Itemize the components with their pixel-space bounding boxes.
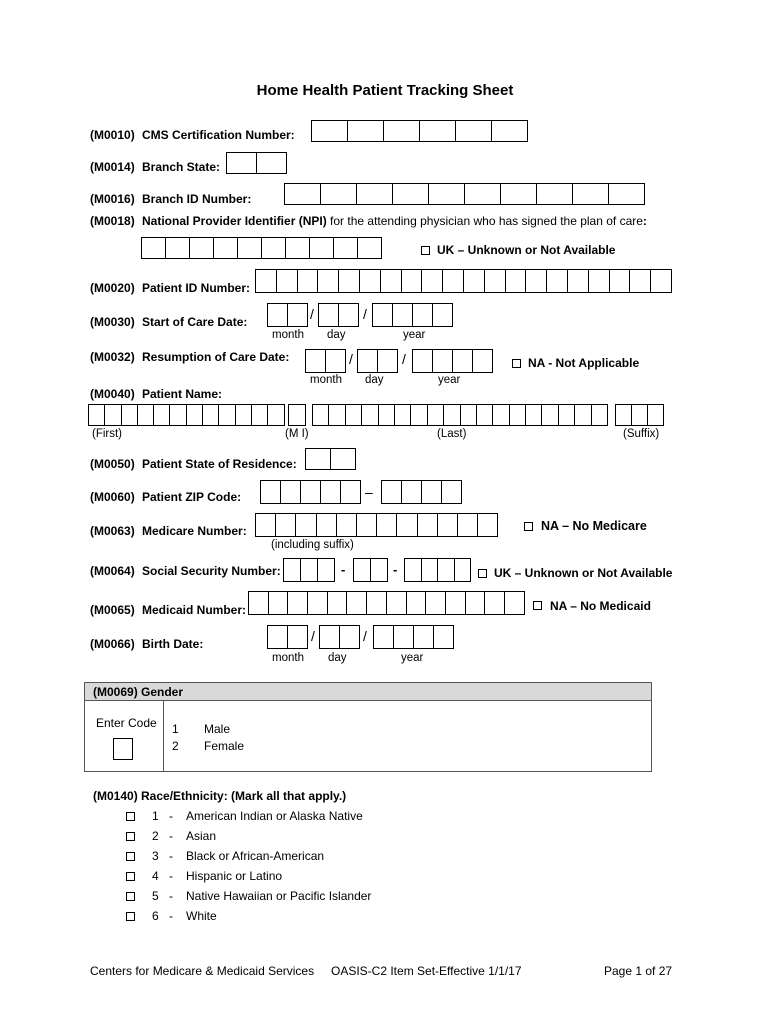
entry-cell[interactable] [567, 269, 588, 293]
zip-dash: – [365, 484, 373, 500]
ssn-uk-checkbox[interactable] [478, 569, 487, 578]
entry-cell[interactable] [366, 591, 386, 615]
entry-cell[interactable] [445, 591, 465, 615]
race-num-6: 6 [152, 909, 159, 923]
entry-cell[interactable] [318, 303, 338, 327]
entry-cell[interactable] [491, 120, 528, 142]
entry-cell[interactable] [338, 303, 359, 327]
resumption-na-checkbox[interactable] [512, 359, 521, 368]
entry-cell[interactable] [609, 269, 630, 293]
race-checkbox-2[interactable] [126, 832, 135, 841]
entry-cell[interactable] [267, 404, 284, 426]
entry-cell[interactable] [437, 558, 454, 582]
entry-cell[interactable] [378, 404, 394, 426]
entry-cell[interactable] [251, 404, 267, 426]
entry-cell[interactable] [218, 404, 234, 426]
entry-cell[interactable] [443, 404, 459, 426]
patient-state-input[interactable] [305, 448, 356, 470]
m0032-day-label: day [365, 374, 384, 386]
branch-state-input[interactable] [226, 152, 287, 174]
entry-cell[interactable] [297, 269, 318, 293]
m0063-code: (M0063) [90, 524, 135, 538]
entry-cell[interactable] [370, 558, 388, 582]
m0040-code: (M0040) [90, 387, 135, 401]
entry-cell[interactable] [392, 303, 412, 327]
entry-cell[interactable] [484, 269, 505, 293]
entry-cell[interactable] [629, 269, 650, 293]
entry-cell[interactable] [317, 269, 338, 293]
entry-cell[interactable] [472, 349, 493, 373]
entry-cell[interactable] [393, 625, 413, 649]
branch-id-number-input[interactable] [284, 183, 645, 205]
entry-cell[interactable] [377, 349, 398, 373]
entry-cell[interactable] [608, 183, 645, 205]
birth-date-month-input[interactable] [267, 625, 308, 649]
patient-suffix-input[interactable] [615, 404, 664, 426]
entry-cell[interactable] [213, 237, 237, 259]
entry-cell[interactable] [202, 404, 218, 426]
race-num-1: 1 [152, 809, 159, 823]
race-label-2: Asian [186, 829, 217, 843]
entry-cell[interactable] [121, 404, 137, 426]
entry-cell[interactable] [421, 558, 438, 582]
birth-date-year-input[interactable] [373, 625, 454, 649]
gender-divider [163, 701, 164, 771]
entry-cell[interactable] [248, 591, 268, 615]
entry-cell[interactable] [376, 513, 396, 537]
entry-cell[interactable] [432, 303, 453, 327]
patient-id-number-input[interactable] [255, 269, 672, 293]
entry-cell[interactable] [421, 269, 442, 293]
gender-enter-code-label: Enter Code [96, 716, 157, 730]
race-label-3: Black or African-American [186, 849, 325, 863]
race-num-3: 3 [152, 849, 159, 863]
race-dash-2: - [169, 829, 173, 843]
entry-cell[interactable] [588, 269, 609, 293]
entry-cell[interactable] [353, 558, 370, 582]
entry-cell[interactable] [505, 269, 526, 293]
ssn-dash-1: - [341, 562, 346, 577]
entry-cell[interactable] [433, 625, 454, 649]
entry-cell[interactable] [300, 558, 317, 582]
gender-header [85, 683, 651, 701]
entry-cell[interactable] [317, 558, 335, 582]
entry-cell[interactable] [357, 349, 377, 373]
entry-cell[interactable] [305, 448, 330, 470]
birth-date-day-input[interactable] [319, 625, 360, 649]
zip-code-main-input[interactable] [260, 480, 361, 504]
entry-cell[interactable] [287, 303, 308, 327]
start-of-care-day-input[interactable] [318, 303, 359, 327]
entry-cell[interactable] [189, 237, 213, 259]
m0030-slash-1: / [310, 306, 314, 322]
entry-cell[interactable] [320, 183, 356, 205]
entry-cell[interactable] [477, 513, 498, 537]
m0030-code: (M0030) [90, 315, 135, 329]
race-label-5: Native Hawaiian or Pacific Islander [186, 889, 372, 903]
entry-cell[interactable] [325, 349, 346, 373]
entry-cell[interactable] [356, 513, 376, 537]
entry-cell[interactable] [330, 448, 356, 470]
m0032-month-label: month [310, 374, 342, 386]
entry-cell[interactable] [615, 404, 631, 426]
m0016-code: (M0016) [90, 192, 135, 206]
entry-cell[interactable] [165, 237, 189, 259]
entry-cell[interactable] [464, 183, 500, 205]
entry-cell[interactable] [336, 513, 356, 537]
m0030-label: Start of Care Date: [142, 315, 248, 329]
entry-cell[interactable] [300, 480, 320, 504]
entry-cell[interactable] [260, 480, 280, 504]
entry-cell[interactable] [392, 183, 428, 205]
entry-cell[interactable] [372, 303, 392, 327]
entry-cell[interactable] [361, 404, 377, 426]
entry-cell[interactable] [307, 591, 327, 615]
entry-cell[interactable] [406, 591, 426, 615]
entry-cell[interactable] [417, 513, 437, 537]
m0018-code: (M0018) [90, 214, 135, 228]
m0066-slash-1: / [311, 628, 315, 644]
m0065-code: (M0065) [90, 603, 135, 617]
m0020-label: Patient ID Number: [142, 281, 251, 295]
entry-cell[interactable] [465, 591, 485, 615]
entry-cell[interactable] [525, 404, 541, 426]
gender-code-input[interactable] [113, 738, 133, 760]
ssn-part2-input[interactable] [353, 558, 388, 582]
entry-cell[interactable] [309, 237, 333, 259]
m0020-code: (M0020) [90, 281, 135, 295]
m0030-day-label: day [327, 329, 346, 341]
medicaid-na-checkbox[interactable] [533, 601, 542, 610]
entry-cell[interactable] [441, 480, 462, 504]
race-checkbox-6[interactable] [126, 912, 135, 921]
entry-cell[interactable] [591, 404, 608, 426]
race-num-5: 5 [152, 889, 159, 903]
patient-last-name-input[interactable] [312, 404, 608, 426]
gender-header-text: (M0069) Gender [93, 685, 184, 699]
start-of-care-month-input[interactable] [267, 303, 308, 327]
m0010-label: CMS Certification Number: [142, 128, 295, 142]
npi-uk-checkbox[interactable] [421, 246, 430, 255]
entry-cell[interactable] [268, 591, 288, 615]
entry-cell[interactable] [357, 237, 382, 259]
race-dash-3: - [169, 849, 173, 863]
entry-cell[interactable] [574, 404, 590, 426]
entry-cell[interactable] [504, 591, 525, 615]
resumption-of-care-day-input[interactable] [357, 349, 398, 373]
gender-option-2-label: Female [204, 739, 245, 753]
entry-cell[interactable] [413, 625, 433, 649]
m0032-slash-1: / [349, 351, 353, 367]
entry-cell[interactable] [327, 591, 347, 615]
m0050-code: (M0050) [90, 457, 135, 471]
medicare-na-label: NA – No Medicare [541, 519, 647, 533]
medicaid-number-input[interactable] [248, 591, 525, 615]
entry-cell[interactable] [454, 558, 472, 582]
entry-cell[interactable] [287, 591, 307, 615]
patient-middle-initial-input[interactable] [288, 404, 306, 426]
m0064-code: (M0064) [90, 564, 135, 578]
entry-cell[interactable] [340, 480, 361, 504]
entry-cell[interactable] [311, 120, 347, 142]
entry-cell[interactable] [412, 303, 432, 327]
entry-cell[interactable] [457, 513, 477, 537]
m0030-month-label: month [272, 329, 304, 341]
entry-cell[interactable] [383, 120, 419, 142]
entry-cell[interactable] [346, 591, 366, 615]
entry-cell[interactable] [373, 625, 393, 649]
entry-cell[interactable] [267, 625, 287, 649]
race-dash-6: - [169, 909, 173, 923]
entry-cell[interactable] [312, 404, 328, 426]
m0010-code: (M0010) [90, 128, 135, 142]
entry-cell[interactable] [396, 513, 416, 537]
entry-cell[interactable] [410, 404, 426, 426]
entry-cell[interactable] [288, 404, 306, 426]
patient-first-name-input[interactable] [88, 404, 285, 426]
entry-cell[interactable] [631, 404, 647, 426]
race-label-4: Hispanic or Latino [186, 869, 283, 883]
entry-cell[interactable] [347, 120, 383, 142]
race-label-6: White [186, 909, 217, 923]
resumption-of-care-month-input[interactable] [305, 349, 346, 373]
entry-cell[interactable] [345, 404, 361, 426]
entry-cell[interactable] [338, 269, 359, 293]
m0040-last-label: (Last) [437, 428, 467, 440]
entry-cell[interactable] [328, 404, 344, 426]
race-dash-4: - [169, 869, 173, 883]
race-checkbox-4[interactable] [126, 872, 135, 881]
footer-page-number: Page 1 of 27 [604, 964, 673, 978]
entry-cell[interactable] [235, 404, 251, 426]
page-title: Home Health Patient Tracking Sheet [256, 82, 514, 99]
ssn-part3-input[interactable] [404, 558, 471, 582]
gender-option-2-num: 2 [172, 739, 179, 753]
entry-cell[interactable] [572, 183, 608, 205]
entry-cell[interactable] [141, 237, 165, 259]
resumption-of-care-year-input[interactable] [412, 349, 493, 373]
entry-cell[interactable] [285, 237, 309, 259]
entry-cell[interactable] [295, 513, 315, 537]
entry-cell[interactable] [427, 404, 443, 426]
gender-option-1-label: Male [204, 722, 231, 736]
entry-cell[interactable] [186, 404, 202, 426]
m0066-year-label: year [401, 652, 424, 664]
m0030-year-label: year [403, 329, 426, 341]
m0032-year-label: year [438, 374, 461, 386]
entry-cell[interactable] [412, 349, 432, 373]
m0018-label: National Provider Identifier (NPI) [142, 214, 327, 228]
m0050-label: Patient State of Residence: [142, 457, 297, 471]
entry-cell[interactable] [541, 404, 557, 426]
entry-cell[interactable] [320, 480, 340, 504]
m0040-mi-label: (M I) [285, 428, 309, 440]
entry-cell[interactable] [419, 120, 455, 142]
entry-cell[interactable] [484, 591, 504, 615]
entry-cell[interactable] [316, 513, 336, 537]
entry-cell[interactable] [401, 480, 421, 504]
m0016-label: Branch ID Number: [142, 192, 252, 206]
m0040-label: Patient Name: [142, 387, 223, 401]
entry-cell[interactable] [476, 404, 492, 426]
entry-cell[interactable] [284, 183, 320, 205]
gender-option-1-num: 1 [172, 722, 179, 736]
medicare-number-note: (including suffix) [271, 539, 354, 551]
entry-cell[interactable] [276, 269, 297, 293]
cms-certification-number-input[interactable] [311, 120, 528, 142]
entry-cell[interactable] [255, 513, 275, 537]
m0018-colon: : [642, 214, 647, 228]
ssn-part1-input[interactable] [283, 558, 335, 582]
m0040-first-label: (First) [92, 428, 123, 440]
m0032-slash-2: / [402, 351, 406, 367]
m0060-label: Patient ZIP Code: [142, 490, 242, 504]
entry-cell[interactable] [401, 269, 422, 293]
entry-cell[interactable] [261, 237, 285, 259]
race-header: (M0140) Race/Ethnicity: (Mark all that apply.) [93, 789, 347, 803]
m0066-day-label: day [328, 652, 347, 664]
race-num-2: 2 [152, 829, 159, 843]
m0066-code: (M0066) [90, 637, 135, 651]
entry-cell[interactable] [421, 480, 441, 504]
entry-cell[interactable] [287, 625, 308, 649]
entry-cell[interactable] [394, 404, 410, 426]
entry-cell[interactable] [442, 269, 463, 293]
entry-cell[interactable] [319, 625, 339, 649]
m0032-label: Resumption of Care Date: [142, 350, 290, 364]
entry-cell[interactable] [356, 183, 392, 205]
entry-cell[interactable] [428, 183, 464, 205]
gender-section [84, 682, 652, 772]
entry-cell[interactable] [425, 591, 445, 615]
race-dash-1: - [169, 809, 173, 823]
entry-cell[interactable] [492, 404, 508, 426]
entry-cell[interactable] [647, 404, 664, 426]
entry-cell[interactable] [509, 404, 525, 426]
entry-cell[interactable] [500, 183, 536, 205]
entry-cell[interactable] [153, 404, 169, 426]
entry-cell[interactable] [525, 269, 546, 293]
entry-cell[interactable] [359, 269, 380, 293]
entry-cell[interactable] [463, 269, 484, 293]
ssn-dash-2: - [393, 562, 398, 577]
entry-cell[interactable] [339, 625, 360, 649]
m0014-code: (M0014) [90, 160, 135, 174]
entry-cell[interactable] [88, 404, 104, 426]
entry-cell[interactable] [137, 404, 153, 426]
entry-cell[interactable] [455, 120, 491, 142]
entry-cell[interactable] [226, 152, 256, 174]
m0066-label: Birth Date: [142, 637, 204, 651]
race-checkbox-3[interactable] [126, 852, 135, 861]
m0018-label-line [142, 214, 647, 228]
start-of-care-year-input[interactable] [372, 303, 453, 327]
entry-cell[interactable] [558, 404, 574, 426]
entry-cell[interactable] [275, 513, 295, 537]
entry-cell[interactable] [104, 404, 120, 426]
medicare-na-checkbox[interactable] [524, 522, 533, 531]
m0018-suffix: for the attending physician who has signed the plan of care [330, 214, 643, 228]
race-num-4: 4 [152, 869, 159, 883]
medicare-number-input[interactable] [255, 513, 498, 537]
m0064-label: Social Security Number: [142, 564, 281, 578]
entry-cell[interactable] [404, 558, 421, 582]
race-dash-5: - [169, 889, 173, 903]
footer-center: OASIS-C2 Item Set-Effective 1/1/17 [331, 964, 522, 978]
ssn-uk-label: UK – Unknown or Not Available [494, 566, 673, 580]
entry-cell[interactable] [256, 152, 287, 174]
m0063-label: Medicare Number: [142, 524, 247, 538]
npi-uk-label: UK – Unknown or Not Available [437, 243, 616, 257]
npi-input[interactable] [141, 237, 382, 259]
footer-left: Centers for Medicare & Medicaid Services [90, 964, 315, 978]
m0066-slash-2: / [363, 628, 367, 644]
entry-cell[interactable] [280, 480, 300, 504]
entry-cell[interactable] [432, 349, 452, 373]
entry-cell[interactable] [452, 349, 472, 373]
m0040-suffix-label: (Suffix) [623, 428, 660, 440]
m0014-label: Branch State: [142, 160, 221, 174]
entry-cell[interactable] [267, 303, 287, 327]
race-checkbox-1[interactable] [126, 812, 135, 821]
m0030-slash-2: / [363, 306, 367, 322]
medicaid-na-label: NA – No Medicaid [550, 599, 651, 613]
entry-cell[interactable] [380, 269, 401, 293]
m0066-month-label: month [272, 652, 304, 664]
entry-cell[interactable] [333, 237, 357, 259]
entry-cell[interactable] [169, 404, 185, 426]
entry-cell[interactable] [546, 269, 567, 293]
m0032-code: (M0032) [90, 350, 135, 364]
entry-cell[interactable] [237, 237, 261, 259]
entry-cell[interactable] [305, 349, 325, 373]
entry-cell[interactable] [536, 183, 572, 205]
entry-cell[interactable] [381, 480, 401, 504]
resumption-na-label: NA - Not Applicable [528, 356, 640, 370]
race-checkbox-5[interactable] [126, 892, 135, 901]
entry-cell[interactable] [437, 513, 457, 537]
entry-cell[interactable] [283, 558, 300, 582]
race-label-1: American Indian or Alaska Native [186, 809, 363, 823]
zip-code-extension-input[interactable] [381, 480, 462, 504]
entry-cell[interactable] [650, 269, 672, 293]
entry-cell[interactable] [386, 591, 406, 615]
entry-cell[interactable] [255, 269, 276, 293]
m0060-code: (M0060) [90, 490, 135, 504]
entry-cell[interactable] [460, 404, 476, 426]
m0065-label: Medicaid Number: [142, 603, 247, 617]
